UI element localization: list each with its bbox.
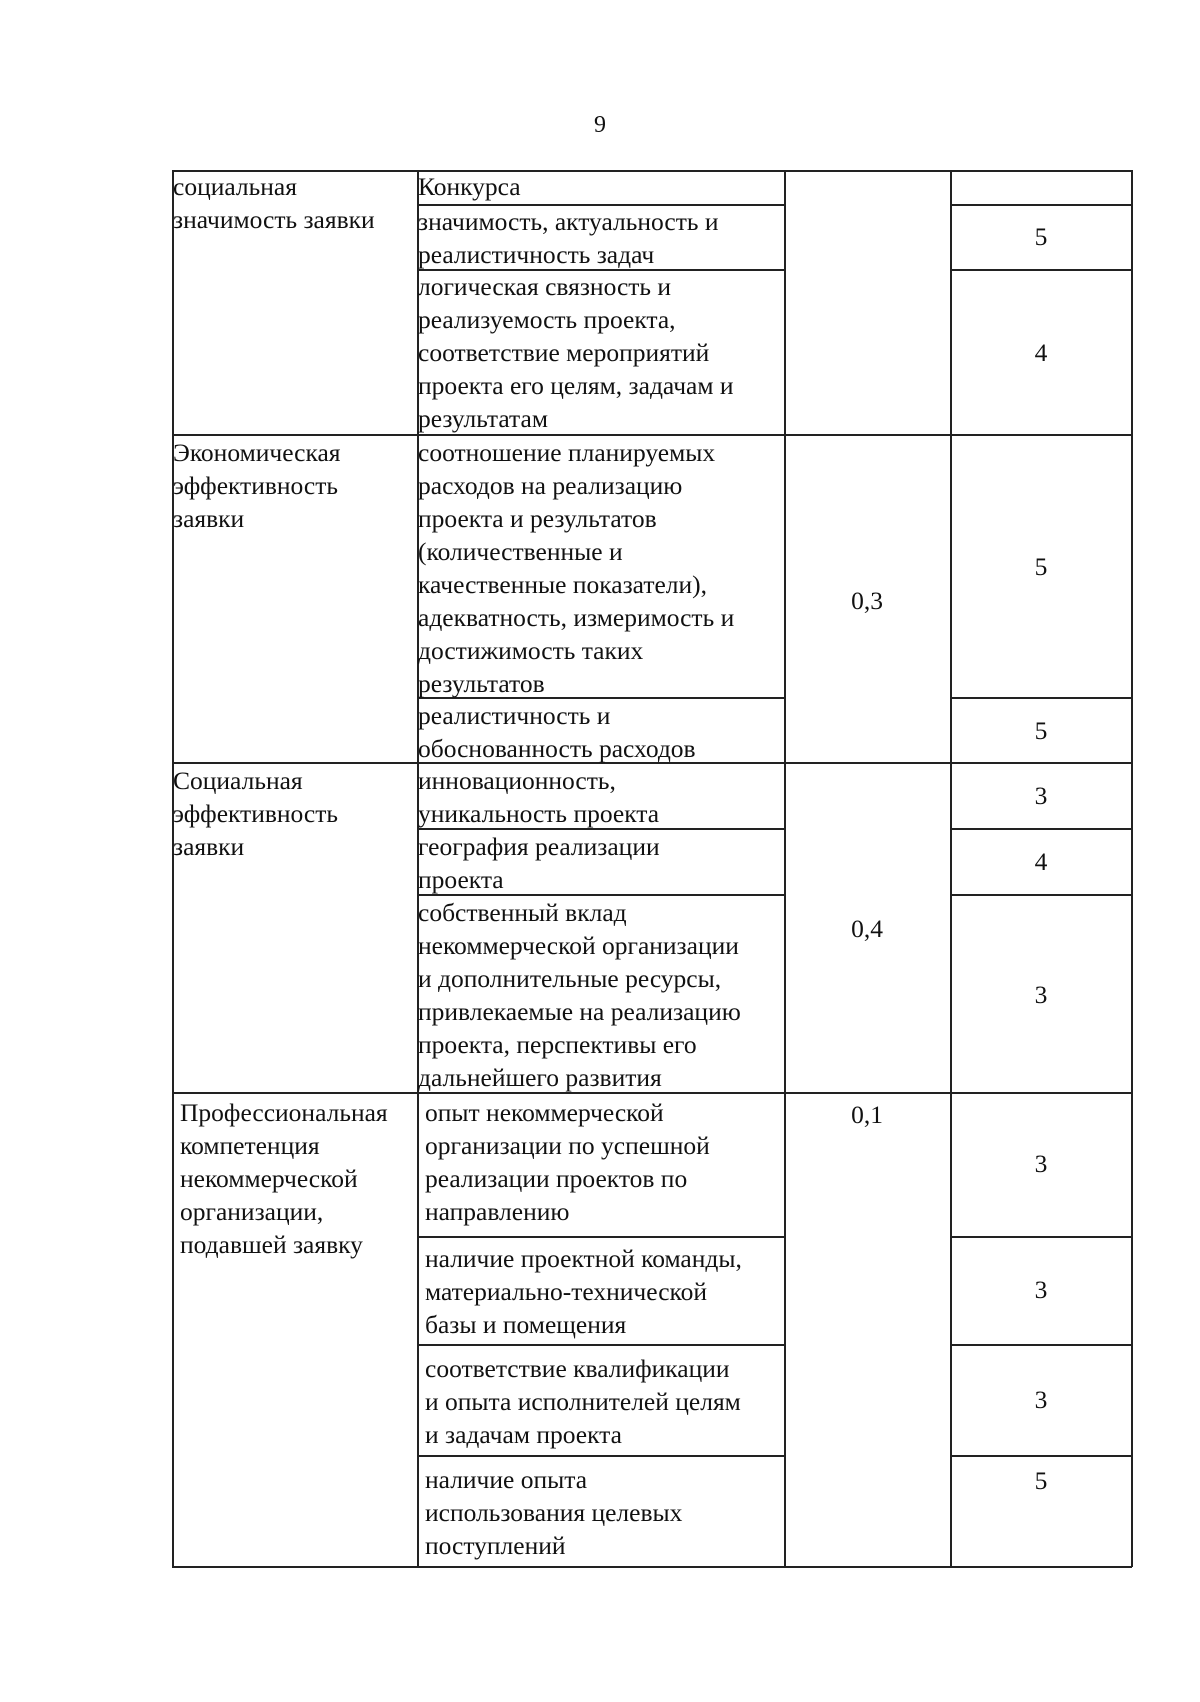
subcriterion-line: опыт некоммерческой (425, 1098, 664, 1127)
subcriterion-line: логическая связность и (418, 272, 672, 301)
subcriterion-line: использования целевых (425, 1498, 683, 1527)
criterion-line: некоммерческой (180, 1164, 358, 1193)
subcriterion-line: уникальность проекта (418, 799, 660, 828)
subcriterion-line: реализуемость проекта, (418, 305, 676, 334)
subcriterion-line: реалистичность задач (418, 240, 655, 269)
criterion-line: социальная (173, 172, 297, 201)
subcriterion-line: организации по успешной (425, 1131, 710, 1160)
subcriterion-line: проекта (418, 865, 504, 894)
subcriterion-line: география реализации (418, 832, 660, 861)
score-value: 4 (1034, 847, 1048, 876)
column-divider (784, 170, 786, 1567)
subcriterion-line: соответствие квалификации (425, 1354, 730, 1383)
score-value: 3 (1034, 1149, 1048, 1178)
table-border-left (172, 170, 174, 1567)
subcriterion-line: привлекаемые на реализацию (418, 997, 741, 1026)
score-value: 3 (1034, 781, 1048, 810)
subcriterion-line: и опыта исполнителей целям (425, 1387, 741, 1416)
row-divider (950, 1236, 1132, 1238)
subcriterion-line: результатов (418, 669, 545, 698)
subcriterion-line: соответствие мероприятий (418, 338, 710, 367)
subcriterion-line: поступлений (425, 1531, 566, 1560)
subcriterion-line: Конкурса (418, 172, 521, 201)
subcriterion-line: инновационность, (418, 766, 616, 795)
criterion-line: заявки (173, 832, 245, 861)
subcriterion-line: адекватность, измеримость и (418, 603, 735, 632)
criterion-line: компетенция (180, 1131, 320, 1160)
page-number: 9 (594, 112, 606, 138)
criterion-line: Профессиональная (180, 1098, 388, 1127)
row-divider (417, 1236, 784, 1238)
subcriterion-line: собственный вклад (418, 898, 627, 927)
subcriterion-line: проекта, перспективы его (418, 1030, 697, 1059)
score-value: 3 (1034, 980, 1048, 1009)
subcriterion-line: значимость, актуальность и (418, 207, 719, 236)
subcriterion-line: базы и помещения (425, 1310, 627, 1339)
subcriterion-line: реалистичность и (418, 701, 611, 730)
row-divider (950, 1344, 1132, 1346)
score-value: 5 (1034, 716, 1048, 745)
score-value: 5 (1034, 1466, 1048, 1495)
subcriterion-line: и дополнительные ресурсы, (418, 964, 722, 993)
subcriterion-line: результатам (418, 404, 548, 433)
weight-value: 0,3 (851, 586, 883, 615)
subcriterion-line: соотношение планируемых (418, 438, 716, 467)
row-divider (417, 1455, 784, 1457)
table-border-top (172, 170, 1132, 172)
weight-value: 0,4 (851, 914, 883, 943)
subcriterion-line: расходов на реализацию (418, 471, 683, 500)
row-divider (950, 894, 1132, 896)
subcriterion-line: направлению (425, 1197, 570, 1226)
score-value: 3 (1034, 1385, 1048, 1414)
row-divider (950, 269, 1132, 271)
row-divider (950, 204, 1132, 206)
subcriterion-line: дальнейшего развития (418, 1063, 662, 1092)
score-value: 3 (1034, 1275, 1048, 1304)
score-value: 5 (1034, 552, 1048, 581)
criterion-line: значимость заявки (173, 205, 375, 234)
subcriterion-line: реализации проектов по (425, 1164, 688, 1193)
table-border-bottom (172, 1566, 1132, 1568)
subcriterion-line: качественные показатели), (418, 570, 708, 599)
criterion-line: эффективность (173, 471, 339, 500)
criterion-line: заявки (173, 504, 245, 533)
row-divider (417, 1344, 784, 1346)
score-value: 4 (1034, 338, 1048, 367)
subcriterion-line: материально-технической (425, 1277, 708, 1306)
subcriterion-line: проекта и результатов (418, 504, 657, 533)
weight-value: 0,1 (851, 1100, 883, 1129)
criterion-line: эффективность (173, 799, 339, 828)
row-divider (950, 828, 1132, 830)
subcriterion-line: наличие опыта (425, 1465, 588, 1494)
row-divider (950, 1455, 1132, 1457)
row-divider (950, 697, 1132, 699)
subcriterion-line: достижимость таких (418, 636, 644, 665)
criterion-line: подавшей заявку (180, 1230, 363, 1259)
subcriterion-line: наличие проектной команды, (425, 1244, 742, 1273)
subcriterion-line: обоснованность расходов (418, 734, 696, 763)
subcriterion-line: и задачам проекта (425, 1420, 622, 1449)
subcriterion-line: некоммерческой организации (418, 931, 739, 960)
criterion-line: Социальная (173, 766, 303, 795)
criterion-line: Экономическая (173, 438, 341, 467)
score-value: 5 (1034, 222, 1048, 251)
criterion-line: организации, (180, 1197, 324, 1226)
subcriterion-line: проекта его целям, задачам и (418, 371, 734, 400)
subcriterion-line: (количественные и (418, 537, 623, 566)
